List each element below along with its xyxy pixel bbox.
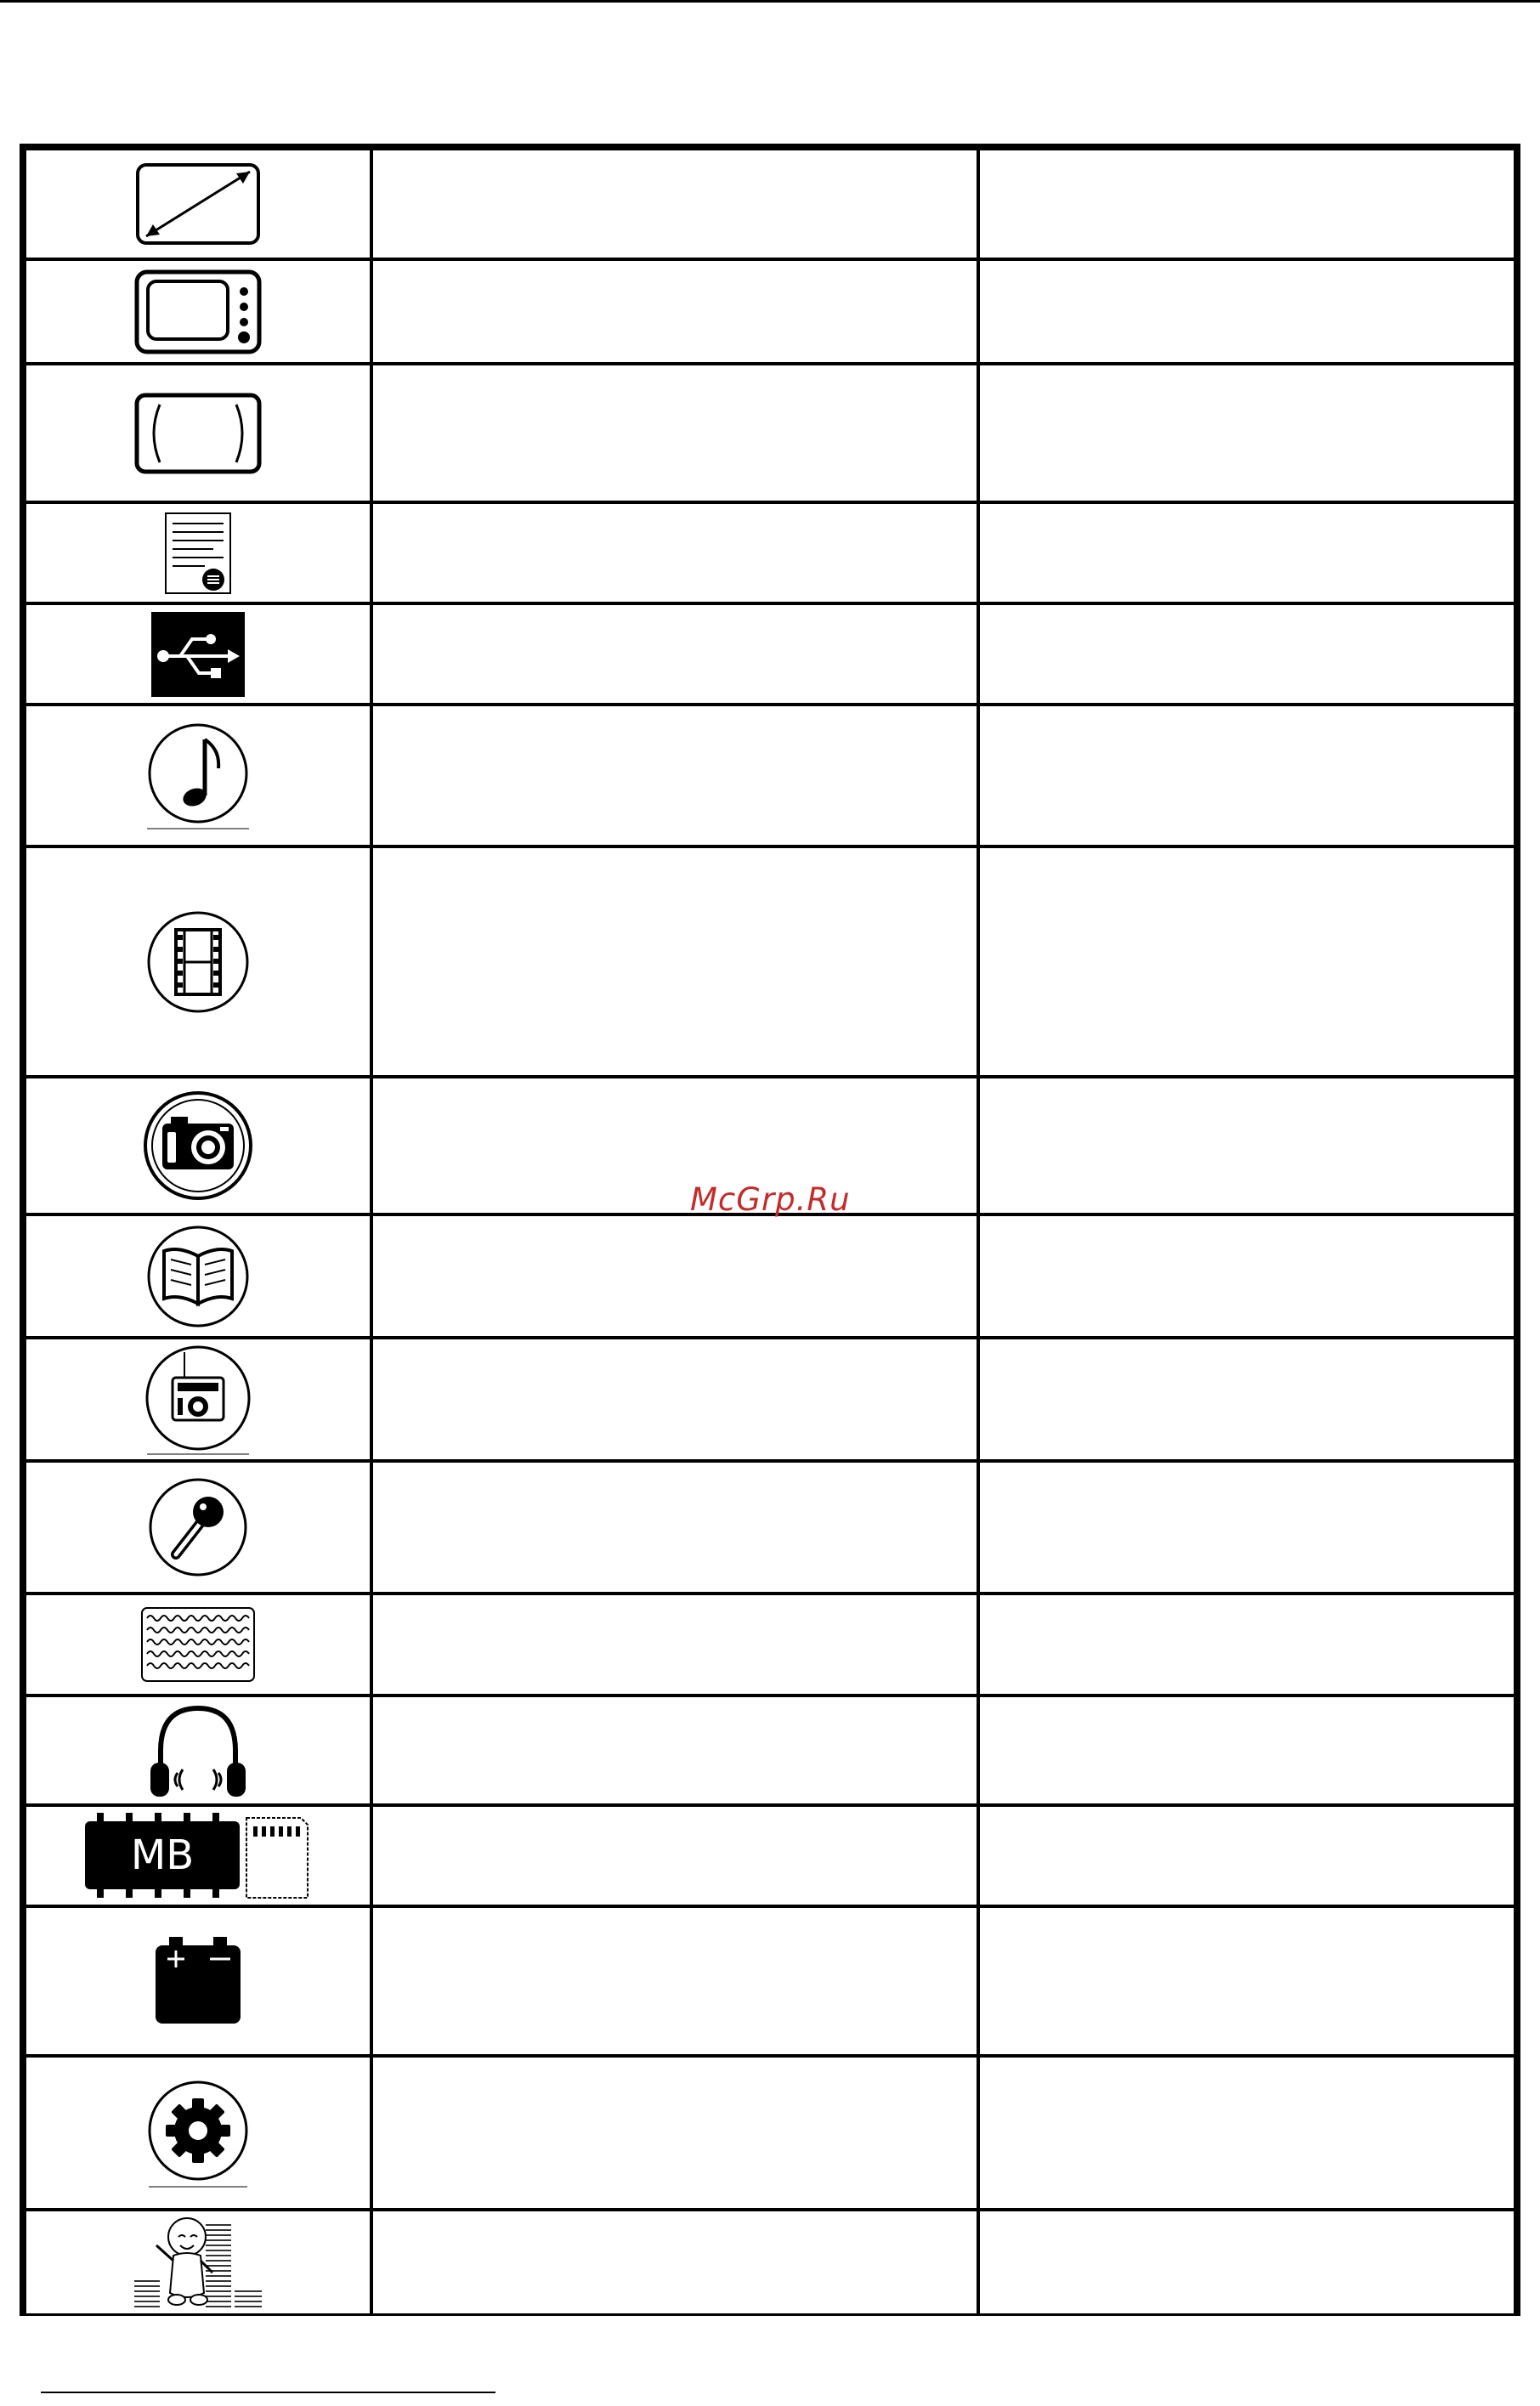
memory-card-icon (85, 1809, 311, 1903)
table-row-8-description (373, 1078, 977, 1213)
table-row-1-icon-cell (26, 150, 370, 258)
top-rule (0, 0, 1540, 3)
table-row-11-value (980, 1463, 1514, 1592)
table-row-12-icon-cell (26, 1595, 370, 1694)
table-row-16-value (980, 2058, 1514, 2208)
table-row-15-description (373, 1908, 977, 2054)
camera-icon (142, 1090, 254, 1202)
battery-icon (154, 1937, 242, 2025)
tv-icon (134, 269, 262, 354)
table-row-7-description (373, 848, 977, 1075)
table-row-1-value (980, 150, 1514, 258)
table-row-3-value (980, 365, 1514, 501)
table-row-14-icon-cell (26, 1807, 370, 1905)
table-row-2-value (980, 261, 1514, 362)
table-row-2-description (373, 261, 977, 362)
table-row-10-value (980, 1339, 1514, 1459)
table-row-4-icon-cell (26, 504, 370, 602)
table-row-10-description (373, 1339, 977, 1459)
table-row-14-value (980, 1807, 1514, 1905)
table-row-4-value (980, 504, 1514, 602)
table-row-11-description (373, 1463, 977, 1592)
table-row-8-value (980, 1078, 1514, 1213)
table-row-13-icon-cell (26, 1697, 370, 1803)
table-row-7-icon-cell (26, 848, 370, 1075)
radio-icon (144, 1344, 252, 1456)
microphone-icon (147, 1475, 249, 1580)
footnote-rule (41, 2392, 495, 2393)
memory-label: MB (130, 1831, 195, 1879)
table-row-3-description (373, 365, 977, 501)
table-row-5-description (373, 605, 977, 703)
table-row-13-value (980, 1697, 1514, 1803)
table-row-6-value (980, 706, 1514, 845)
table-row-5-icon-cell (26, 605, 370, 703)
table-row-15-icon-cell (26, 1908, 370, 2054)
table-row-13-description (373, 1697, 977, 1803)
table-row-17-value (980, 2211, 1514, 2313)
watermark: McGrp.Ru (690, 1181, 851, 1218)
spec-table (20, 144, 1520, 2316)
table-row-9-description (373, 1216, 977, 1336)
table-row-17-icon-cell (26, 2211, 370, 2313)
screen-size-icon (134, 161, 262, 246)
table-row-16-description (373, 2058, 977, 2208)
table-row-9-value (980, 1216, 1514, 1336)
table-row-16-icon-cell (26, 2058, 370, 2208)
table-row-3-icon-cell (26, 365, 370, 501)
speaker-grille-icon (140, 1606, 256, 1683)
table-row-6-description (373, 706, 977, 845)
headphones-icon (147, 1700, 249, 1802)
table-row-11-icon-cell (26, 1463, 370, 1592)
film-icon (145, 909, 251, 1015)
table-row-8-icon-cell (26, 1078, 370, 1213)
table-row-15-value (980, 1908, 1514, 2054)
table-row-10-icon-cell (26, 1339, 370, 1459)
music-note-icon (145, 721, 251, 831)
table-row-5-value (980, 605, 1514, 703)
table-row-12-value (980, 1595, 1514, 1694)
table-row-17-description (373, 2211, 977, 2313)
widescreen-icon (134, 393, 262, 474)
settings-gear-icon (145, 2078, 251, 2188)
table-row-7-value (980, 848, 1514, 1075)
table-row-4-description (373, 504, 977, 602)
table-row-6-icon-cell (26, 706, 370, 845)
table-row-9-icon-cell (26, 1216, 370, 1336)
table-row-2-icon-cell (26, 261, 370, 362)
document-icon (162, 512, 234, 595)
table-row-12-description (373, 1595, 977, 1694)
usb-icon (151, 612, 245, 697)
table-row-1-description (373, 150, 977, 258)
baby-equalizer-icon (134, 2211, 262, 2313)
book-icon (145, 1224, 251, 1329)
table-row-14-description (373, 1807, 977, 1905)
